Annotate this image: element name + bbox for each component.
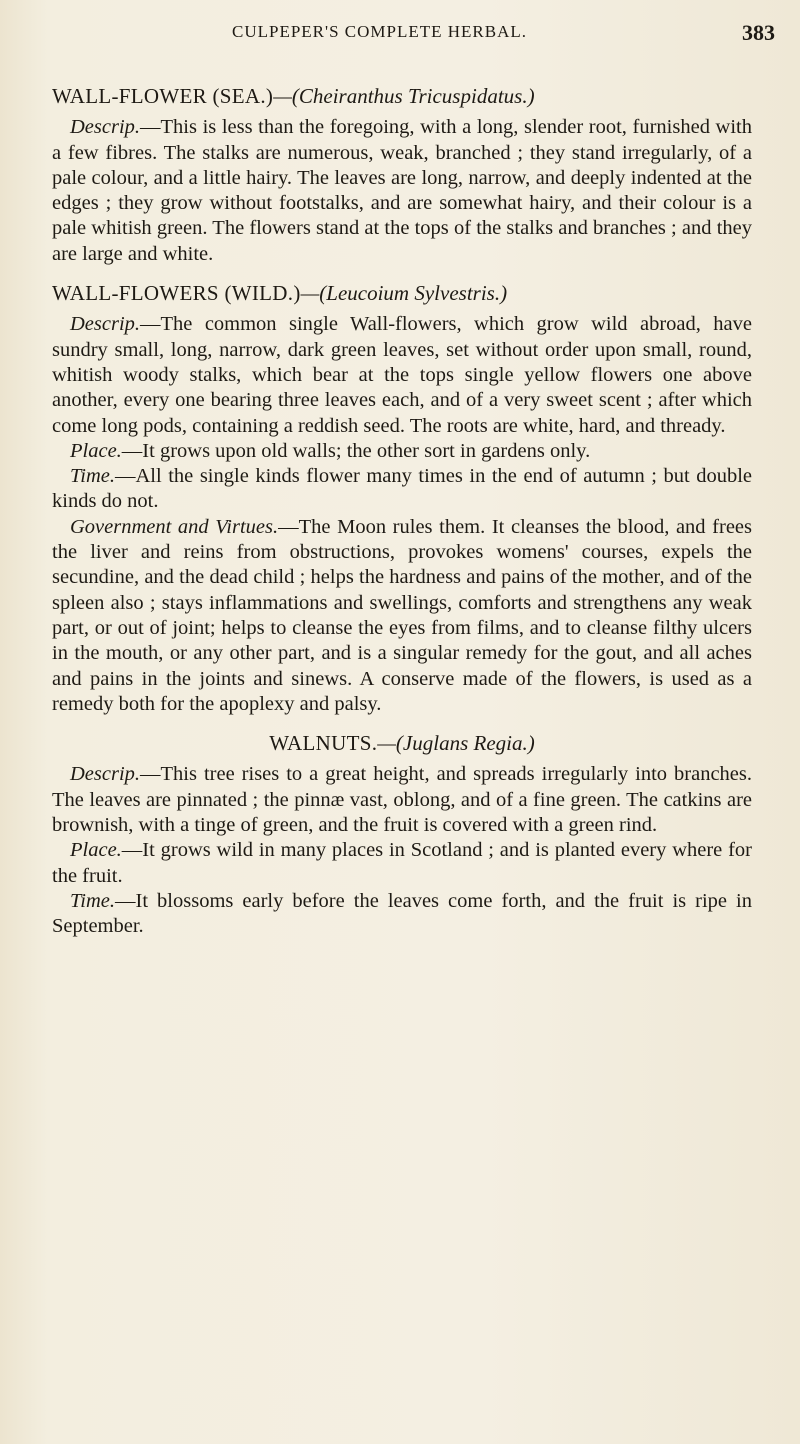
description-paragraph: Descrip.—This tree rises to a great height, and spreads irregularly into branches. The leaves are pinnated ; the pinnæ vast, oblong, and of a fine green. The catkins are brownish, with a tinge of green, and the fruit is covered with a green rind.: [52, 763, 752, 837]
entry-heading-sea-wall-flower: WALL-FLOWER (SEA.)—(Cheiranthus Tricuspidatus.): [52, 84, 535, 108]
entry-heading-walnuts: WALNUTS.—(Juglans Regia.): [269, 731, 535, 756]
government-virtues-paragraph: Government and Virtues.—The Moon rules them. It cleanses the blood, and frees the liver and reins from obstructions, provokes womens' courses, expels the secundine, and the dead child ; helps the hardness and pains of the mother, and of the spleen also ; stays inflammations and swellings, comforts and strengthens any weak part, or out of joint; helps to cleanse the eyes from films, and to cleanse filthy ulcers in the mouth, or any other part, and is a singular remedy for the gout, and all aches and pains in the joints and sinews. A conserve made of the flowers, is used as a remedy both for the apoplexy and palsy.: [52, 515, 752, 715]
description-paragraph: Descrip.—This is less than the foregoing, with a long, slender root, furnished with a few fibres. The stalks are numerous, weak, branched ; they stand irregularly, of a pale colour, and a little hairy. The leaves are long, narrow, and deeply indented at the edges ; they grow without footstalks, and are somewhat hairy, and their colour is a pale whitish green. The flowers stand at the tops of the stalks and branches ; and they are large and white.: [52, 116, 752, 265]
description-paragraph: Descrip.—The common single Wall-flowers, which grow wild abroad, have sundry small, long, narrow, dark green leaves, set without order upon small, round, whitish woody stalks, which bear at the tops single yellow flowers one above another, every one bearing three leaves each, and of a very sweet scent ; after which come long pods, containing a reddish seed. The roots are white, hard, and thready.: [52, 313, 752, 437]
time-paragraph: Time.—All the single kinds flower many times in the end of autumn ; but double kinds do not.: [52, 465, 752, 513]
entry-heading-wild-wall-flowers: WALL-FLOWERS (WILD.)—(Leucoium Sylvestris.): [52, 281, 508, 306]
place-paragraph: Place.—It grows upon old walls; the other sort in gardens only.: [70, 439, 591, 462]
place-paragraph: Place.—It grows wild in many places in Scotland ; and is planted every where for the fruit.: [52, 839, 752, 887]
running-title: CULPEPER'S COMPLETE HERBAL.: [232, 22, 528, 41]
running-header: [0, 22, 800, 52]
page-body: [52, 70, 752, 940]
page-number: 383: [742, 20, 775, 45]
time-paragraph: Time.—It blossoms early before the leaves come forth, and the fruit is ripe in September.: [52, 889, 752, 938]
